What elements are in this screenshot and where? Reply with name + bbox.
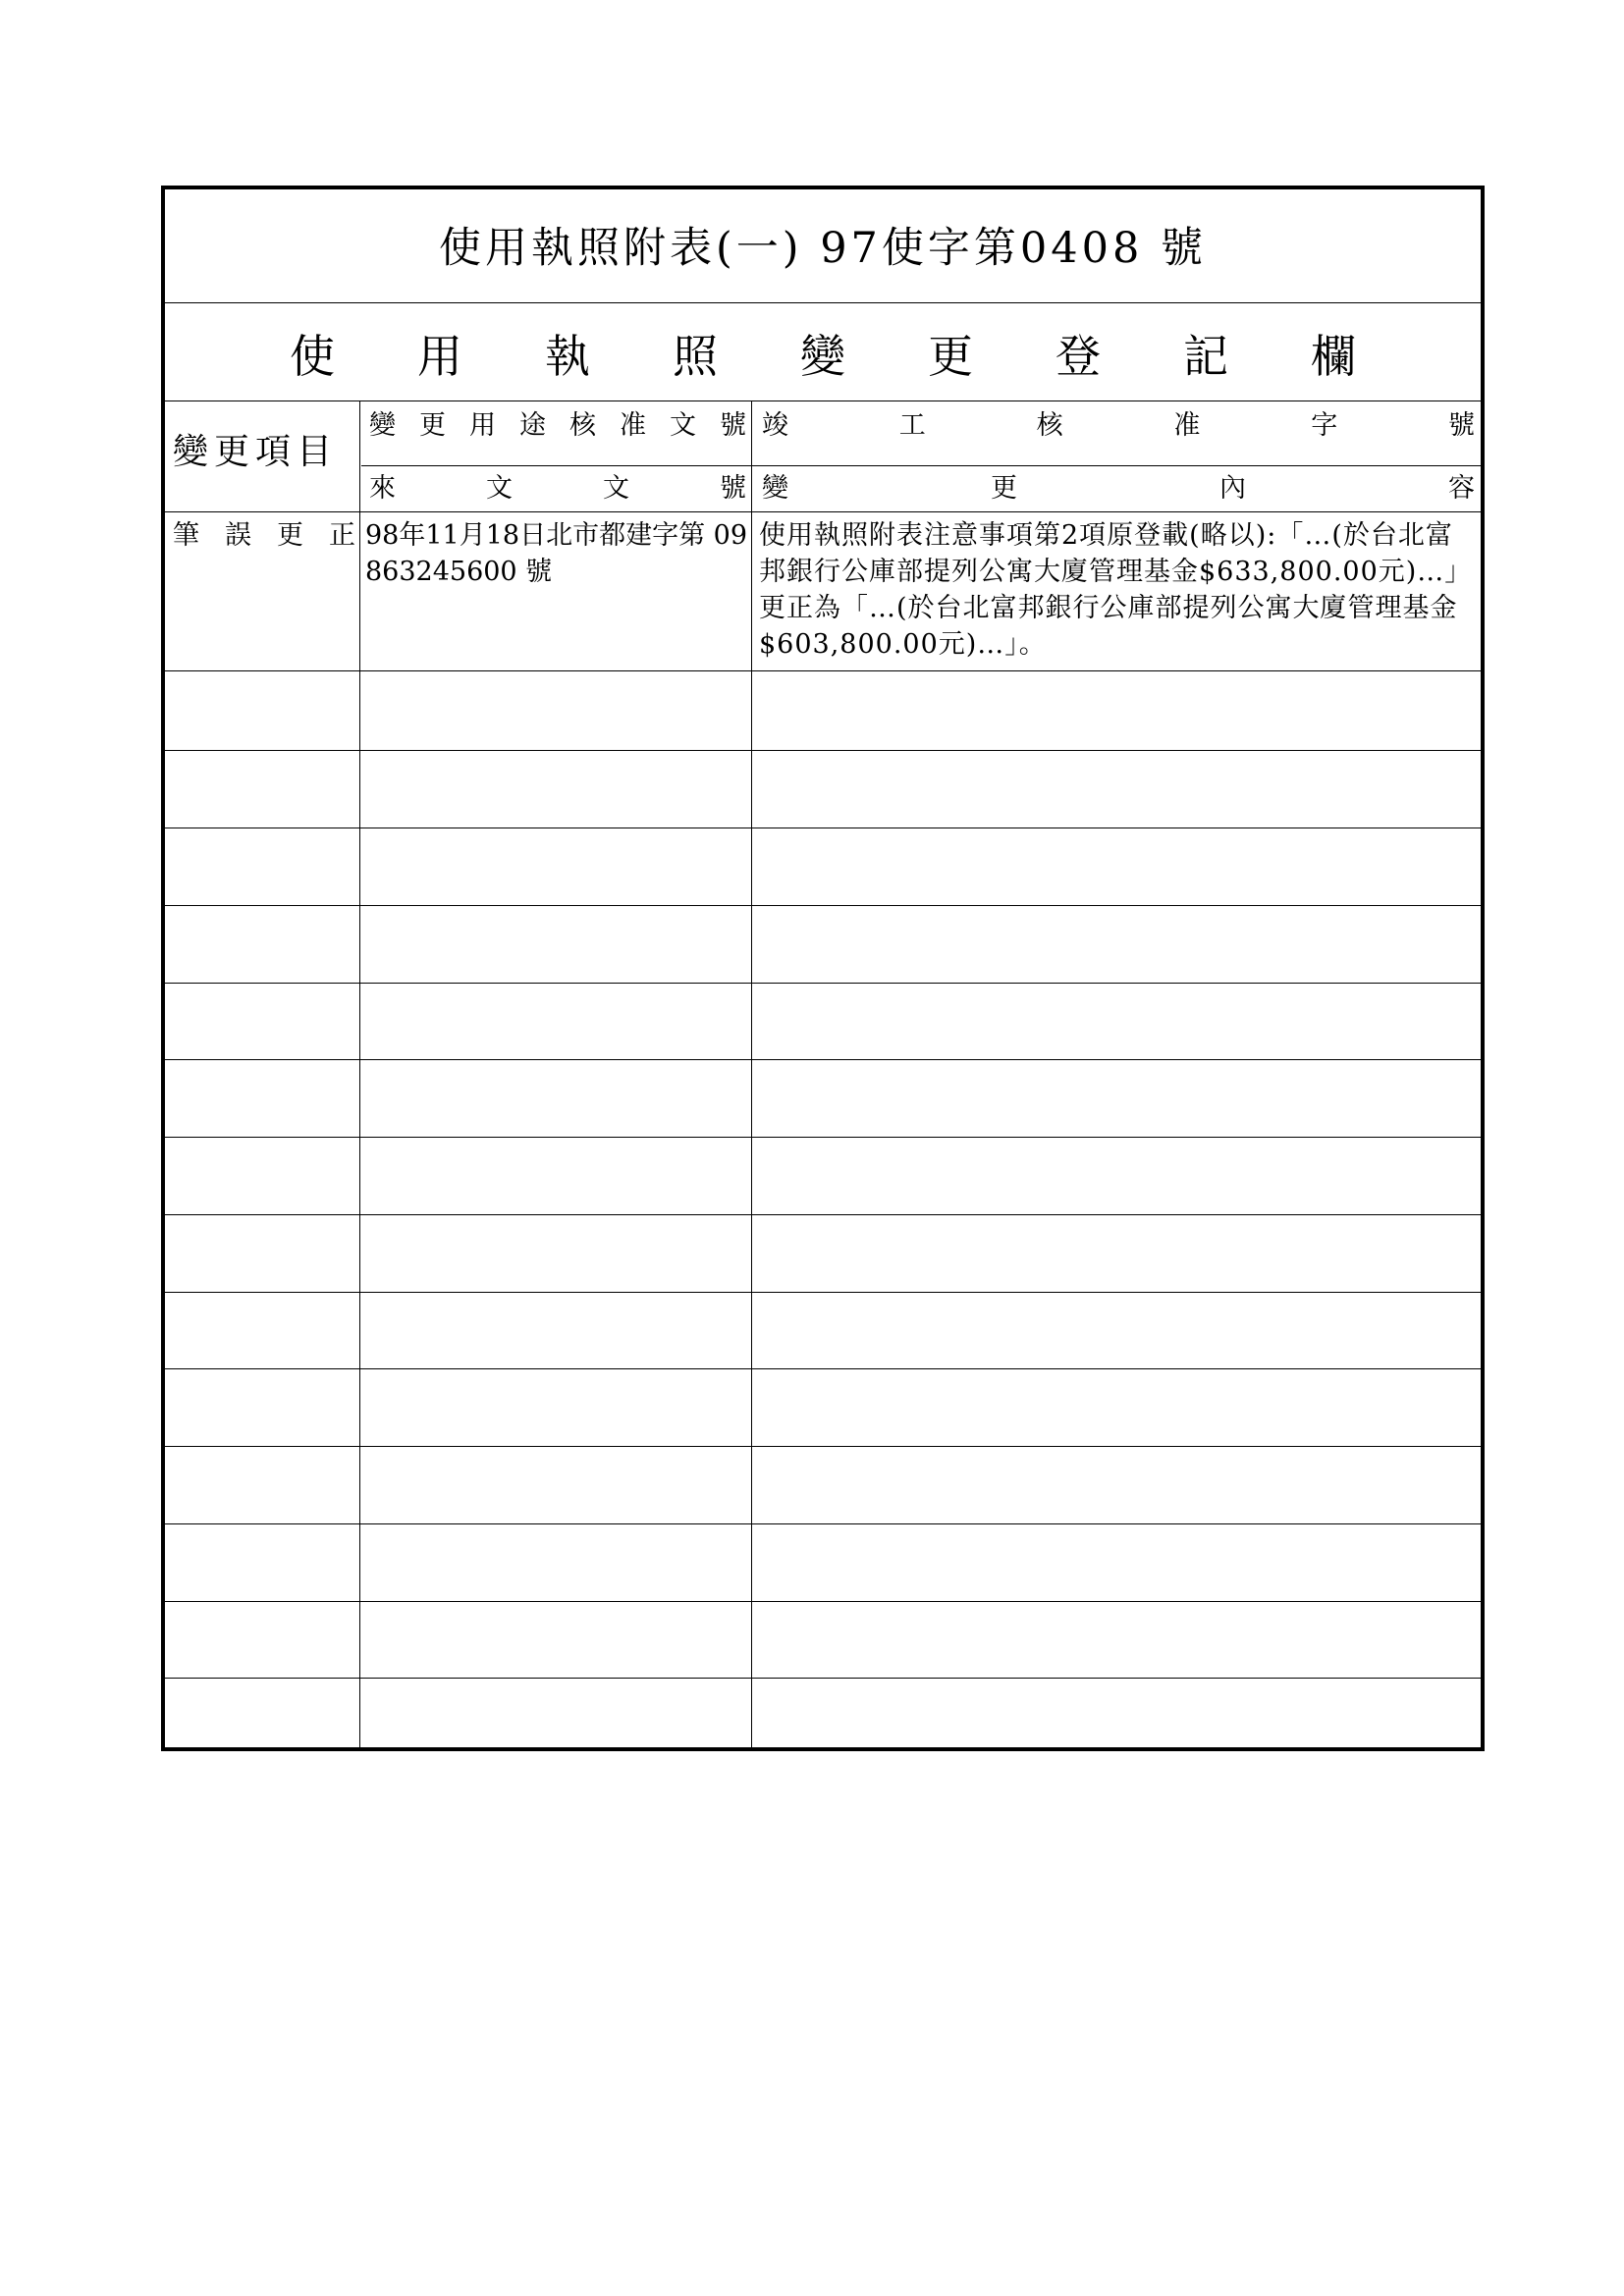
divider	[165, 511, 1481, 512]
subtitle-char: 欄	[1311, 330, 1356, 383]
license-form-frame	[161, 186, 1485, 1751]
column-header-content-bottom: 變 更 內 容	[762, 473, 1475, 504]
column-header-content-top: 竣 工 核 准 字 號	[762, 410, 1475, 441]
row-divider	[165, 1678, 1481, 1679]
row-divider	[165, 670, 1481, 671]
row-divider	[165, 1368, 1481, 1369]
column-header-doc-no-bottom: 來 文 文 號	[369, 473, 746, 504]
subtitle-char: 執	[545, 330, 590, 383]
divider	[165, 400, 1481, 401]
row-divider	[165, 1137, 1481, 1138]
subtitle-char: 用	[417, 330, 462, 383]
subtitle-char: 變	[800, 330, 845, 383]
subtitle-char: 照	[673, 330, 718, 383]
subtitle-char: 登	[1056, 330, 1101, 383]
row-divider	[165, 750, 1481, 751]
form-title	[165, 215, 1481, 275]
subtitle-char: 記	[1183, 330, 1228, 383]
divider	[361, 465, 1481, 466]
subtitle-char: 更	[928, 330, 973, 383]
row-divider	[165, 1601, 1481, 1602]
column-header-doc-no-top: 變 更 用 途 核 准 文 號	[369, 410, 746, 441]
row-divider	[165, 1214, 1481, 1215]
column-divider	[751, 400, 752, 1747]
divider	[165, 302, 1481, 303]
row-content: 使用執照附表注意事項第2項原登載(略以):「…(於台北富邦銀行公庫部提列公寓大廈管理基金$633,800.00元)…」更正為「…(於台北富邦銀行公庫部提列公寓大廈管理基金$603,800.00元)…」。	[759, 520, 1473, 660]
row-divider	[165, 1292, 1481, 1293]
row-divider	[165, 983, 1481, 984]
subtitle-char: 使	[290, 330, 335, 383]
row-divider	[165, 1446, 1481, 1447]
row-item: 筆 誤 更 正	[173, 520, 355, 551]
row-divider	[165, 905, 1481, 906]
column-header-item: 變更項目	[173, 432, 339, 472]
form-subtitle	[165, 321, 1481, 386]
column-divider	[359, 400, 360, 1747]
form-title-text: 使用執照附表(一) 97使字第0408 號	[438, 224, 1208, 273]
row-divider	[165, 1523, 1481, 1524]
row-doc-no: 98年11月18日北市都建字第 09863245600 號	[365, 520, 748, 587]
row-divider	[165, 1059, 1481, 1060]
